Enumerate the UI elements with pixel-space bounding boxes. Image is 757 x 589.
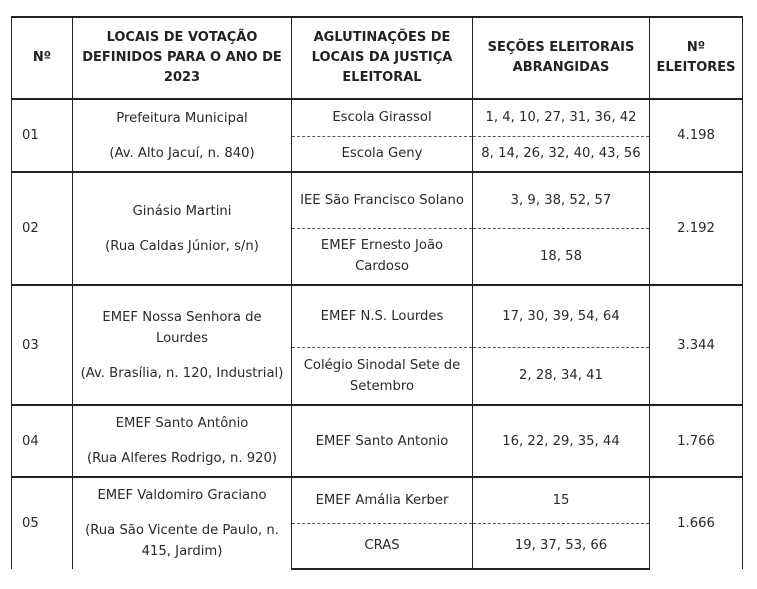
secoes-list: 15 xyxy=(473,477,650,523)
secoes-list: 2, 28, 34, 41 xyxy=(473,347,650,405)
voting-location xyxy=(73,405,292,477)
secoes-list: 18, 58 xyxy=(473,228,650,285)
voting-location xyxy=(73,172,292,285)
location-name: Prefeitura Municipal xyxy=(116,110,248,126)
aglutinacao-name: Colégio Sinodal Sete de Setembro xyxy=(292,347,473,405)
aglutinacao-name: EMEF Ernesto João Cardoso xyxy=(292,228,473,285)
location-name: Ginásio Martini xyxy=(132,203,232,219)
voting-locations-table xyxy=(11,16,743,570)
aglutinacao-name: Escola Girassol xyxy=(292,99,473,136)
row-number: 01 xyxy=(12,99,73,172)
row-number: 04 xyxy=(12,405,73,477)
voter-count: 2.192 xyxy=(650,172,743,285)
table-header-row xyxy=(12,17,743,99)
table-row xyxy=(12,99,743,136)
voting-location xyxy=(73,477,292,569)
header-secoes: SEÇÕES ELEITORAIS ABRANGIDAS xyxy=(473,17,650,99)
row-number: 05 xyxy=(12,477,73,569)
aglutinacao-name: EMEF Santo Antonio xyxy=(292,405,473,477)
voter-count: 1.666 xyxy=(650,477,743,569)
row-number: 03 xyxy=(12,285,73,405)
secoes-list: 16, 22, 29, 35, 44 xyxy=(473,405,650,477)
voting-location xyxy=(73,285,292,405)
row-number: 02 xyxy=(12,172,73,285)
secoes-list: 1, 4, 10, 27, 31, 36, 42 xyxy=(473,99,650,136)
table-row xyxy=(12,285,743,347)
aglutinacao-name: Escola Geny xyxy=(292,136,473,172)
aglutinacao-name: CRAS xyxy=(292,523,473,569)
voter-count: 3.344 xyxy=(650,285,743,405)
location-name: EMEF Nossa Senhora de Lourdes xyxy=(102,309,262,346)
voting-location xyxy=(73,99,292,172)
header-locais: LOCAIS DE VOTAÇÃO DEFINIDOS PARA O ANO DE 2023 xyxy=(73,17,292,99)
voter-count: 1.766 xyxy=(650,405,743,477)
secoes-list: 17, 30, 39, 54, 64 xyxy=(473,285,650,347)
header-eleitores: Nº ELEITORES xyxy=(650,17,743,99)
document xyxy=(11,16,743,570)
location-address: (Av. Brasília, n. 120, Industrial) xyxy=(80,365,284,381)
aglutinacao-name: EMEF Amália Kerber xyxy=(292,477,473,523)
location-address: (Rua São Vicente de Paulo, n. 415, Jardim) xyxy=(85,523,279,559)
header-num: Nº xyxy=(12,17,73,99)
table-row xyxy=(12,405,743,477)
header-aglutinacoes: AGLUTINAÇÕES DE LOCAIS DA JUSTIÇA ELEITORAL xyxy=(292,17,473,99)
secoes-list: 8, 14, 26, 32, 40, 43, 56 xyxy=(473,136,650,172)
location-name: EMEF Santo Antônio xyxy=(115,416,249,431)
location-address: (Av. Alto Jacuí, n. 840) xyxy=(109,145,255,161)
location-address: (Rua Caldas Júnior, s/n) xyxy=(105,238,259,254)
secoes-list: 3, 9, 38, 52, 57 xyxy=(473,172,650,228)
aglutinacao-name: EMEF N.S. Lourdes xyxy=(292,285,473,347)
table-row xyxy=(12,477,743,523)
aglutinacao-name: IEE São Francisco Solano xyxy=(292,172,473,228)
table-row xyxy=(12,172,743,228)
secoes-list: 19, 37, 53, 66 xyxy=(473,523,650,569)
voter-count: 4.198 xyxy=(650,99,743,172)
location-name: EMEF Valdomiro Graciano xyxy=(97,488,267,503)
location-address: (Rua Alferes Rodrigo, n. 920) xyxy=(86,451,278,466)
